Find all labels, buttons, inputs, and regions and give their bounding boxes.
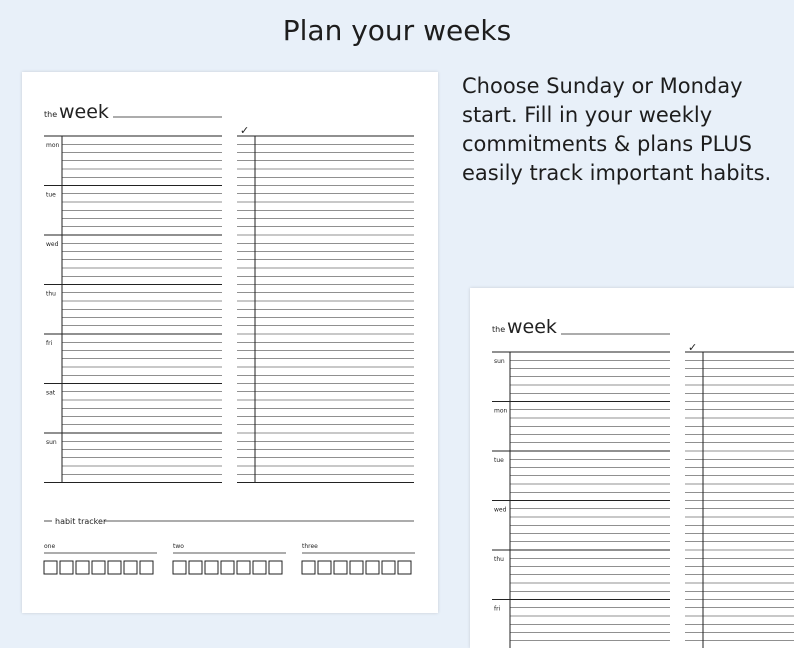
habit-checkbox (205, 561, 218, 574)
habit-checkbox (173, 561, 186, 574)
day-label-wed: wed (46, 241, 59, 248)
habit-name-one: one (44, 543, 56, 550)
habit-checkbox (398, 561, 411, 574)
day-label-tue: tue (46, 191, 56, 199)
habit-checkbox (76, 561, 89, 574)
habit-checkbox (350, 561, 363, 574)
habit-name-three: three (302, 543, 318, 550)
habit-tracker (44, 517, 415, 574)
task-list (237, 136, 414, 483)
day-label-sat: sat (46, 389, 56, 397)
day-label-thu: thu (46, 290, 56, 298)
habit-checkbox (334, 561, 347, 574)
day-label-fri: fri (494, 605, 501, 613)
habit-checkbox (302, 561, 315, 574)
day-grid (492, 352, 670, 648)
day-label-mon: mon (494, 407, 508, 415)
planner-monday-canvas (22, 72, 438, 613)
habit-checkbox (221, 561, 234, 574)
title-small-the: the (44, 110, 58, 119)
planner-sunday-canvas (470, 288, 794, 648)
habit-checkbox (318, 561, 331, 574)
day-label-sun: sun (494, 358, 505, 365)
title-week: week (59, 101, 109, 123)
habit-checkbox (92, 561, 105, 574)
day-label-tue: tue (494, 457, 504, 464)
habit-checkbox (269, 561, 282, 574)
planner-page-monday-start (22, 72, 438, 613)
habit-checkbox (124, 561, 137, 574)
check-icon: ✓ (240, 124, 250, 137)
check-icon: ✓ (688, 341, 698, 354)
habit-checkbox (253, 561, 266, 574)
planner-page-sunday-start (470, 288, 794, 648)
habit-name-two: two (173, 543, 184, 550)
habit-checkbox (60, 561, 73, 574)
habit-checkbox (189, 561, 202, 574)
habit-checkbox (44, 561, 57, 574)
habit-checkbox (366, 561, 379, 574)
description-text: Choose Sunday or Monday start. Fill in your weekly commitments & plans PLUS easily track important habits. (462, 74, 772, 185)
day-label-mon: mon (46, 142, 60, 149)
habit-tracker-label: habit tracker (55, 517, 107, 526)
day-label-wed: wed (494, 506, 507, 514)
day-label-fri: fri (46, 340, 53, 347)
habit-checkbox (140, 561, 153, 574)
habit-checkbox (237, 561, 250, 574)
headline: Plan your weeks (282, 14, 512, 47)
habit-checkbox (108, 561, 121, 574)
day-label-sun: sun (46, 439, 57, 446)
day-label-thu: thu (494, 556, 504, 563)
title-week: week (507, 316, 557, 338)
task-list (685, 352, 794, 648)
title-small-the: the (492, 325, 506, 334)
day-grid (44, 136, 222, 483)
habit-checkbox (382, 561, 395, 574)
